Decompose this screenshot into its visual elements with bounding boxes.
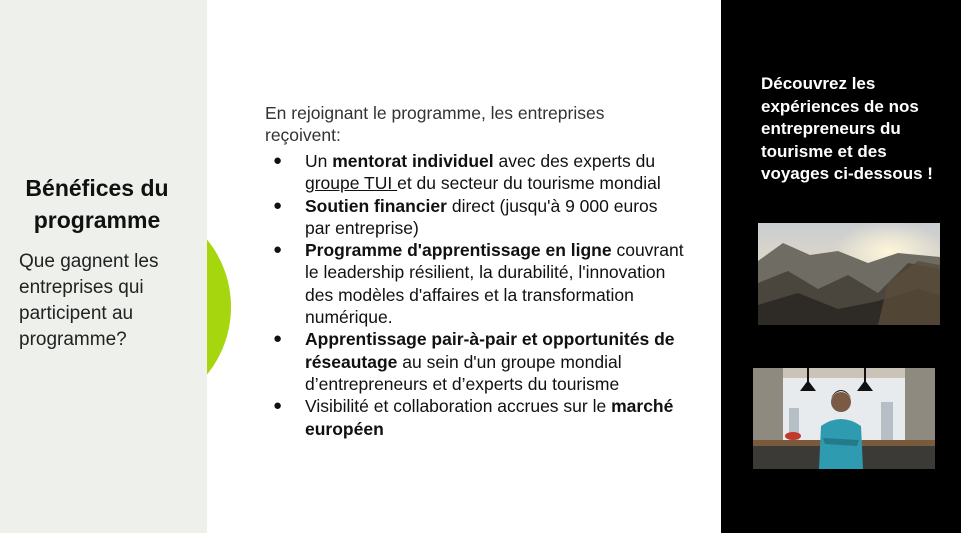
mountain-landscape-image <box>758 223 940 325</box>
benefit-item-visibility: ● Visibilité et collaboration accrues sur le marché européen <box>273 396 674 439</box>
left-panel <box>0 0 207 533</box>
discover-text: Découvrez les expériences de nos entrepreneurs du tourisme et des voyages ci-dessous ! <box>761 74 933 184</box>
benefits-section <box>265 102 685 440</box>
benefit-item-networking: ● Apprentissage pair-à-pair et opportunités de réseautage au sein d'un groupe mondial d’entrepreneurs et d’experts du tourisme <box>273 329 675 394</box>
bullet-icon: ● <box>273 330 283 348</box>
tui-group-link[interactable]: groupe TUI <box>305 173 398 194</box>
bullet-icon: ● <box>273 241 283 259</box>
green-accent-shape <box>207 0 247 533</box>
intro-text: En rejoignant le programme, les entreprises reçoivent: <box>265 103 605 145</box>
entrepreneur-photo <box>753 368 935 469</box>
benefit-item-financial: ● Soutien financier direct (jusqu'à 9 000 euros par entreprise) <box>273 195 658 238</box>
bullet-icon: ● <box>273 152 283 169</box>
benefit-item-mentoring: ● Un mentorat individuel avec des experts du groupe TUI et du secteur du tourisme mondial <box>273 151 661 194</box>
page-title: Bénéfices du programme <box>25 175 169 233</box>
bullet-icon: ● <box>273 196 283 214</box>
bullet-icon: ● <box>273 397 283 415</box>
right-panel <box>721 0 961 533</box>
benefits-list <box>265 150 685 440</box>
page-subtitle: Que gagnent les entreprises qui participent au programme? <box>19 251 159 350</box>
benefit-item-online-learning: ● Programme d'apprentissage en ligne couvrant le leadership résilient, la durabilité, l'innovation des modèles d'affaires et la transformation numérique. <box>273 240 684 328</box>
